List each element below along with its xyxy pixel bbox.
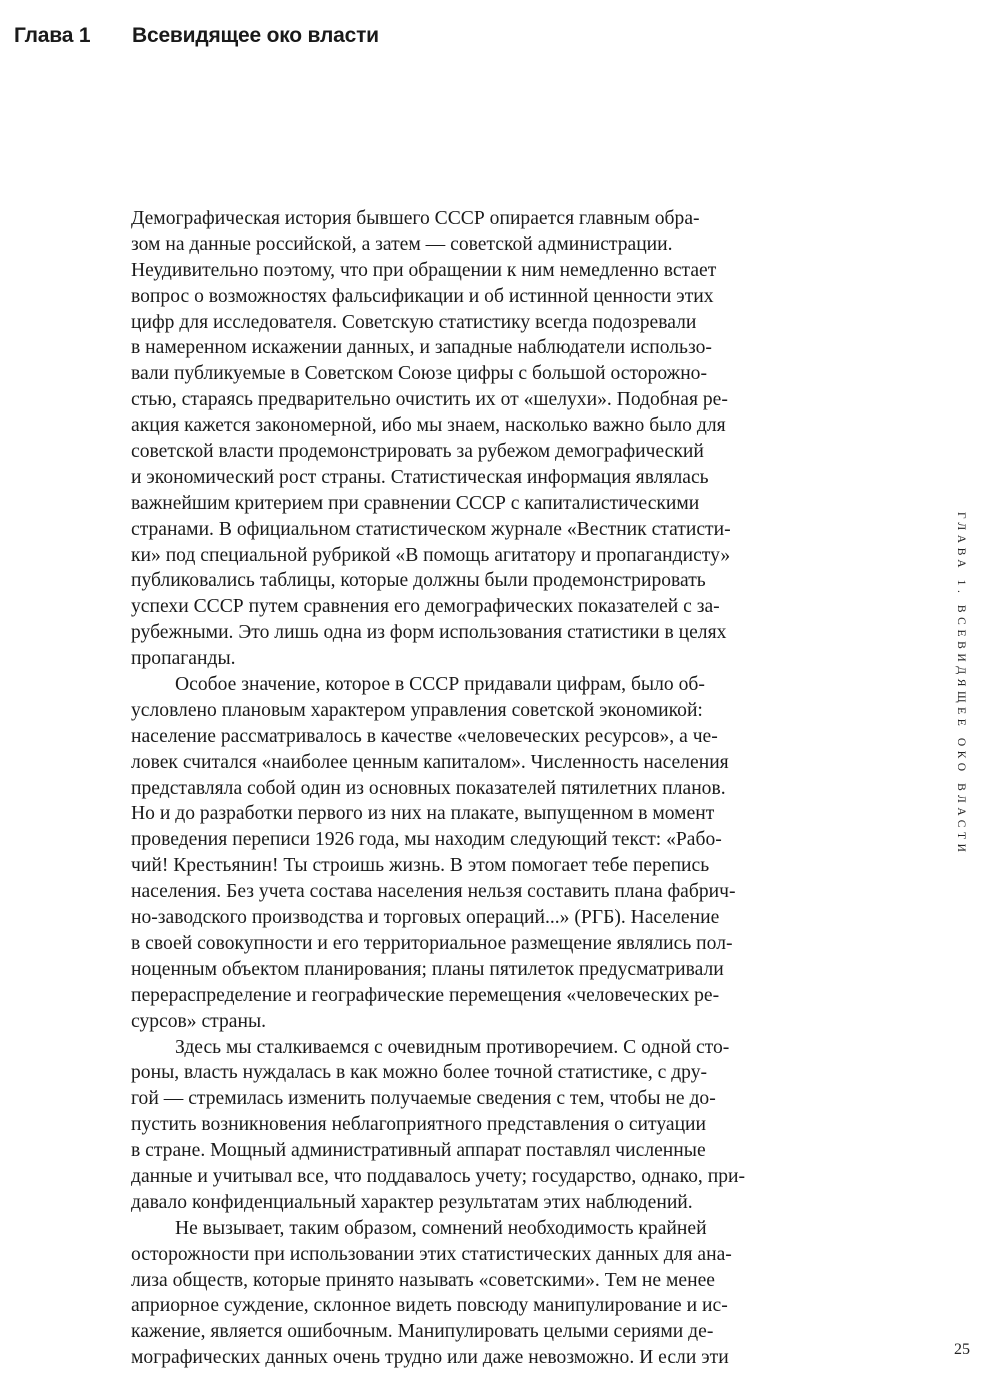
- text-line: в намеренном искажении данных, и западные наблюдатели использо-: [131, 337, 712, 359]
- running-head: ГЛАВА 1. ВСЕВИДЯЩЕЕ ОКО ВЛАСТИ: [955, 512, 967, 857]
- chapter-label: Глава 1: [14, 24, 91, 47]
- text-line: стью, стараясь предварительно очистить их от «шелухи». Подобная ре-: [131, 389, 728, 411]
- chapter-title: Всевидящее око власти: [132, 24, 379, 47]
- text-line: роны, власть нуждалась в как можно более точной статистике, с дру-: [131, 1062, 708, 1084]
- paragraph-first-line: Здесь мы сталкиваемся с очевидным противоречием. С одной сто-: [175, 1036, 730, 1058]
- text-line: проведения переписи 1926 года, мы находим следующий текст: «Рабо-: [131, 829, 722, 851]
- text-line: гой — стремилась изменить получаемые сведения с тем, чтобы не до-: [131, 1088, 716, 1110]
- text-line: советской власти продемонстрировать за рубежом демографический: [131, 441, 704, 463]
- text-line: акция кажется закономерной, ибо мы знаем, насколько важно было для: [131, 415, 726, 437]
- text-line: ки» под специальной рубрикой «В помощь агитатору и пропагандисту»: [131, 544, 731, 566]
- text-line: населения. Без учета состава населения нельзя составить плана фабрич-: [131, 881, 736, 903]
- text-line: вопрос о возможностях фальсификации и об истинной ценности этих: [131, 285, 714, 307]
- text-line: представляла собой один из основных показателей пятилетних планов.: [131, 777, 726, 799]
- text-line: публиковались таблицы, которые должны были продемонстрировать: [131, 570, 706, 592]
- text-line: в своей совокупности и его территориальное размещение являлись пол-: [131, 932, 733, 954]
- text-line: мографических данных очень трудно или даже невозможно. И если эти: [131, 1347, 729, 1369]
- text-line: данные и учитывал все, что поддавалось учету; государство, однако, при-: [131, 1165, 746, 1187]
- text-line: в стране. Мощный административный аппарат поставлял численные: [131, 1140, 706, 1162]
- chapter-header: [14, 24, 379, 48]
- text-line: пустить возникновения неблагоприятного представления о ситуации: [131, 1114, 707, 1136]
- text-line: лиза обществ, которые принято называть «советскими». Тем не менее: [131, 1269, 715, 1291]
- text-line: сурсов» страны.: [131, 1010, 267, 1032]
- text-line: Неудивительно поэтому, что при обращении к ним немедленно встает: [131, 259, 717, 281]
- text-line: пропаганды.: [131, 648, 236, 670]
- text-line: население рассматривалось в качестве «человеческих ресурсов», а че-: [131, 725, 718, 747]
- text-line: кажение, является ошибочным. Манипулировать целыми сериями де-: [131, 1321, 714, 1343]
- text-line: успехи СССР путем сравнения его демографических показателей с за-: [131, 596, 720, 618]
- text-line: важнейшим критерием при сравнении СССР с капиталистическими: [131, 492, 700, 514]
- text-line: осторожности при использовании этих статистических данных для ана-: [131, 1243, 732, 1265]
- body-text: [131, 206, 791, 1371]
- text-line: рубежными. Это лишь одна из форм использования статистики в целях: [131, 622, 727, 644]
- paragraph-first-line: Особое значение, которое в СССР придавали цифрам, было об-: [175, 674, 705, 696]
- text-line: вали публикуемые в Советском Союзе цифры с большой осторожно-: [131, 363, 708, 385]
- text-line: давало конфиденциальный характер результатам этих наблюдений.: [131, 1191, 693, 1213]
- text-line: и экономический рост страны. Статистическая информация являлась: [131, 466, 709, 488]
- paragraph-first-line: Не вызывает, таким образом, сомнений необходимость крайней: [175, 1217, 707, 1239]
- text-line: чий! Крестьянин! Ты строишь жизнь. В этом помогает тебе перепись: [131, 855, 710, 877]
- text-line: априорное суждение, склонное видеть повсюду манипулирование и ис-: [131, 1295, 728, 1317]
- text-line: цифр для исследователя. Советскую статистику всегда подозревали: [131, 311, 697, 333]
- text-line: перераспределение и географические перемещения «человеческих ре-: [131, 984, 720, 1006]
- text-line: ноценным объектом планирования; планы пятилеток предусматривали: [131, 958, 724, 980]
- text-line: Но и до разработки первого из них на плакате, выпущенном в момент: [131, 803, 715, 825]
- text-line: но-заводского производства и торговых операций...» (РГБ). Население: [131, 907, 720, 929]
- text-line: Демографическая история бывшего СССР опирается главным обра-: [131, 208, 700, 229]
- page-number: 25: [954, 1341, 970, 1358]
- text-line: ловек считался «наиболее ценным капиталом». Численность населения: [131, 751, 729, 773]
- text-line: условлено плановым характером управления советской экономикой:: [131, 699, 703, 721]
- text-line: странами. В официальном статистическом журнале «Вестник статисти-: [131, 518, 731, 540]
- text-line: зом на данные российской, а затем — советской администрации.: [131, 233, 673, 255]
